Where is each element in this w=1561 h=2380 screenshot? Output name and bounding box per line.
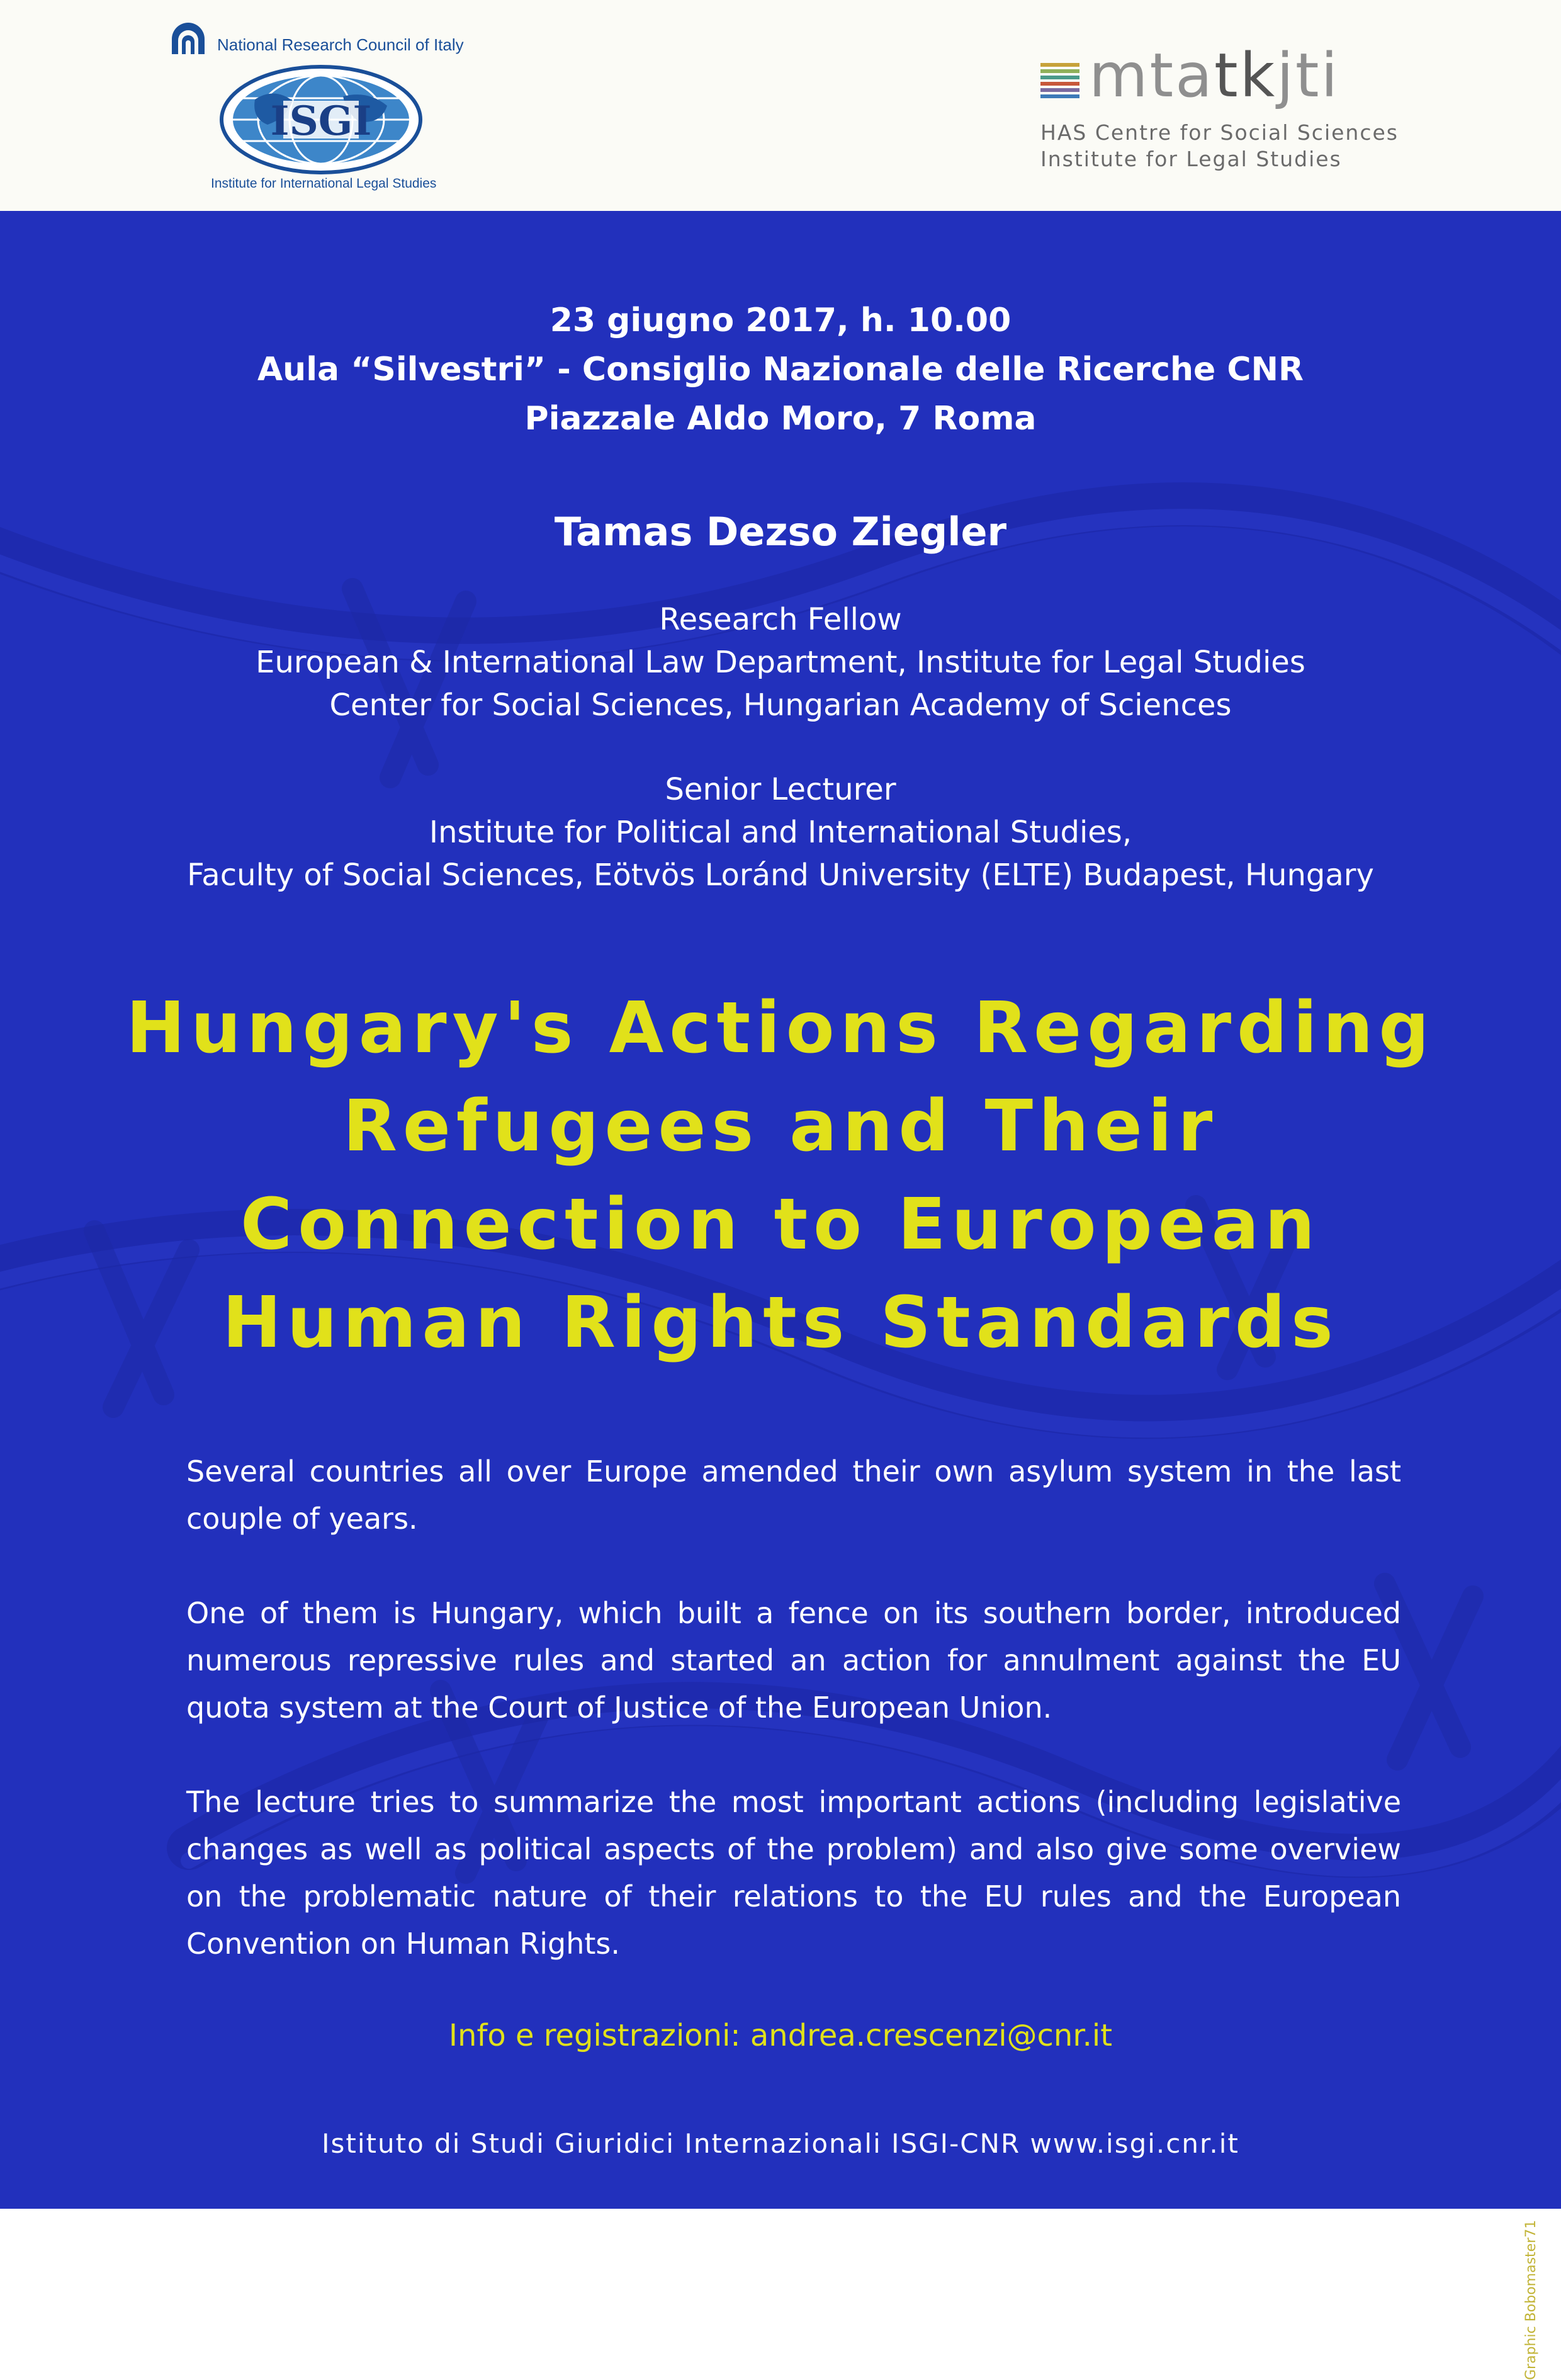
speaker-affiliation-2 <box>0 768 1561 897</box>
role1-title: Research Fellow <box>659 602 902 637</box>
lecture-title <box>0 979 1561 1372</box>
globe-icon <box>217 62 425 178</box>
header <box>0 0 1561 211</box>
mta-logo-word <box>1089 40 1340 111</box>
abstract-paragraph: One of them is Hungary, which built a fence on its southern border, introduced numerous repressive rules and started an action for annulment against the EU quota system at the Court of Justice of the European Union. <box>186 1596 1401 1725</box>
cnr-name: National Research Council of Italy <box>217 35 464 54</box>
event-info <box>0 296 1561 443</box>
role1-line1: European & International Law Department, Institute for Legal Studies <box>256 645 1305 680</box>
role2-line2: Faculty of Social Sciences, Eötvös Loránd University (ELTE) Budapest, Hungary <box>187 858 1374 893</box>
mta-tk-jti-logo <box>1035 40 1426 184</box>
role1-line2: Center for Social Sciences, Hungarian Academy of Sciences <box>329 688 1232 723</box>
title-line: Hungary's Actions Regarding <box>126 987 1435 1069</box>
mta-line1: HAS Centre for Social Sciences <box>1040 120 1399 145</box>
mta-line2: Institute for Legal Studies <box>1040 147 1342 171</box>
title-line: Connection to European <box>240 1184 1321 1266</box>
event-address: Piazzale Aldo Moro, 7 Roma <box>524 400 1037 438</box>
cnr-logo-icon <box>167 18 217 62</box>
cnr-isgi-logo <box>167 18 494 200</box>
title-line: Refugees and Their <box>342 1085 1219 1167</box>
event-venue: Aula “Silvestri” - Consiglio Nazionale delle Ricerche CNR <box>257 351 1304 388</box>
role2-title: Senior Lecturer <box>665 772 896 807</box>
abstract-paragraph: The lecture tries to summarize the most important actions (including legislative changes as well as political aspects of the problem) and also give some overview on the problematic nature of their relations to the EU rules and the European Convention on Human Rights. <box>186 1785 1401 1961</box>
mta-logo-part3: jti <box>1276 40 1340 111</box>
poster-body <box>0 211 1561 2380</box>
mta-logo-part1: mta <box>1089 40 1214 111</box>
mta-logo-part2: tk <box>1214 40 1277 111</box>
isgi-subtitle: Institute for International Legal Studies <box>211 176 437 191</box>
abstract <box>186 1448 1401 2015</box>
role2-line1: Institute for Political and International Studies, <box>429 815 1132 850</box>
graphic-credit: Graphic Bobomaster71 <box>1523 2219 1539 2380</box>
stripes-icon <box>1040 63 1079 98</box>
footer-institute: Istituto di Studi Giuridici Internazionali ISGI-CNR www.isgi.cnr.it <box>322 2128 1239 2159</box>
speaker-name: Tamas Dezso Ziegler <box>554 509 1007 555</box>
abstract-paragraph: Several countries all over Europe amended their own asylum system in the last couple of years. <box>186 1454 1401 1536</box>
mta-subtitle <box>1040 120 1399 173</box>
speaker-affiliation-1 <box>0 598 1561 727</box>
title-line: Human Rights Standards <box>222 1282 1339 1364</box>
registration-info[interactable]: Info e registrazioni: andrea.crescenzi@cnr.it <box>448 2018 1113 2053</box>
isgi-logo-text: ISGI <box>270 98 372 145</box>
event-date: 23 giugno 2017, h. 10.00 <box>549 302 1012 339</box>
